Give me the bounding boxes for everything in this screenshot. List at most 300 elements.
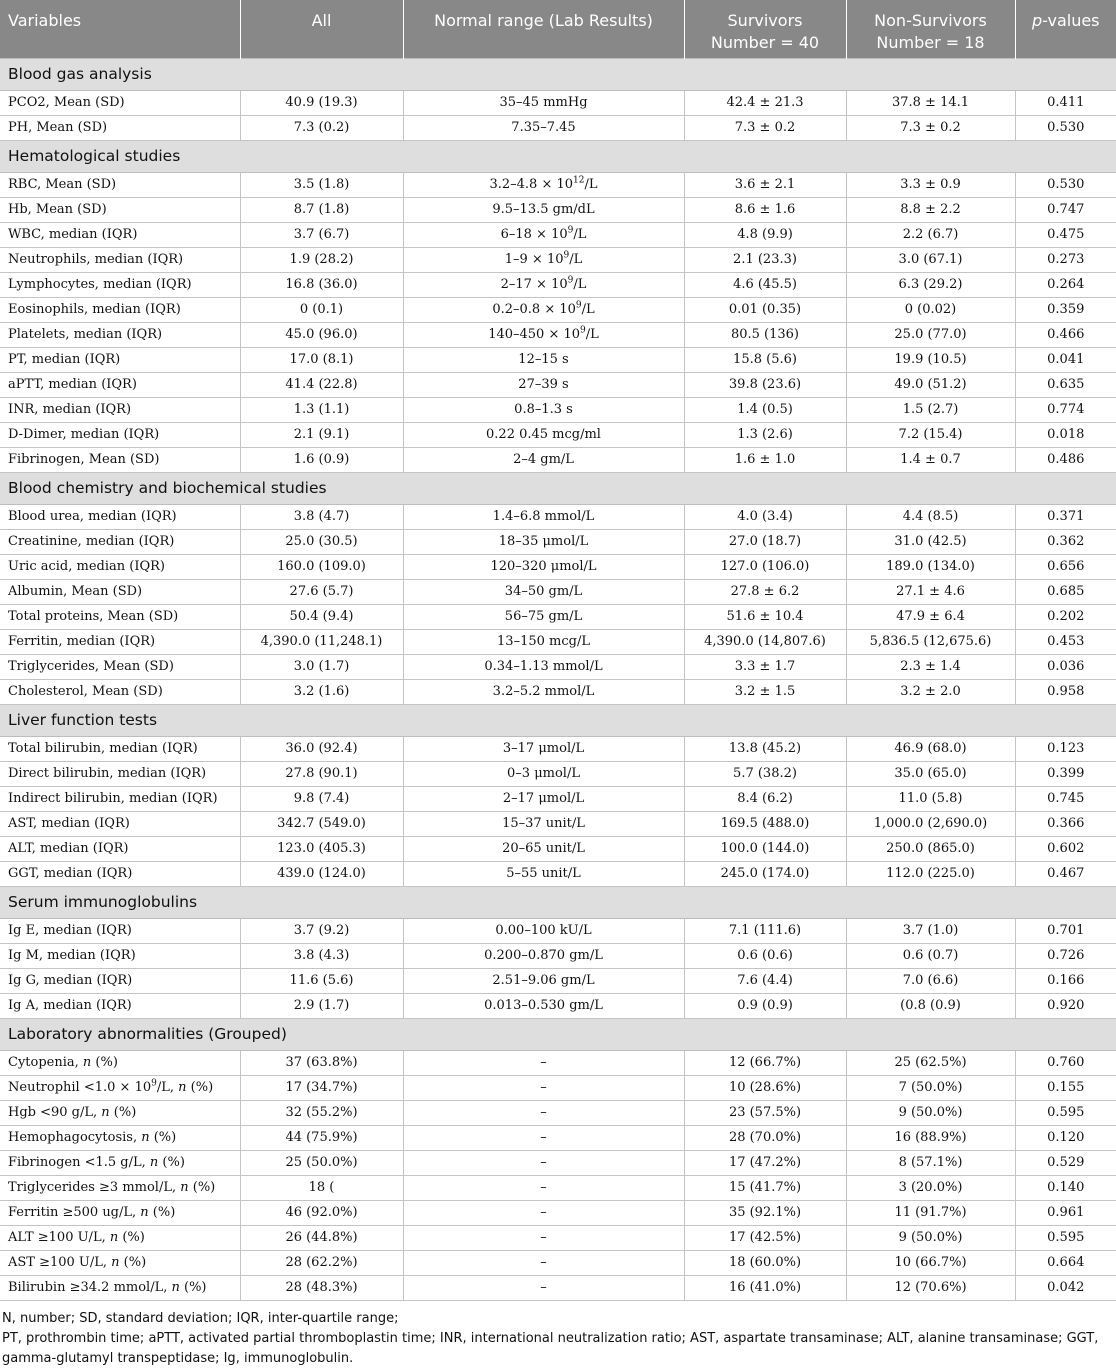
table-cell: 5,836.5 (12,675.6) <box>846 629 1015 654</box>
table-cell: 18 ( <box>240 1175 403 1200</box>
table-cell: 112.0 (225.0) <box>846 861 1015 886</box>
section-title: Blood chemistry and biochemical studies <box>0 472 1116 504</box>
table-cell: 1,000.0 (2,690.0) <box>846 811 1015 836</box>
table-cell: 120–320 μmol/L <box>403 554 684 579</box>
table-cell: 0.726 <box>1015 943 1116 968</box>
table-cell: 3.8 (4.7) <box>240 504 403 529</box>
table-cell: 0.530 <box>1015 115 1116 140</box>
table-cell: 0.701 <box>1015 918 1116 943</box>
section-title: Liver function tests <box>0 704 1116 736</box>
footnote-line: N, number; SD, standard deviation; IQR, inter-quartile range; <box>2 1310 399 1326</box>
table-cell: Total proteins, Mean (SD) <box>0 604 240 629</box>
table-cell: 0.774 <box>1015 397 1116 422</box>
table-cell: 0.22 0.45 mcg/ml <box>403 422 684 447</box>
table-cell: 2.3 ± 1.4 <box>846 654 1015 679</box>
table-row <box>0 811 1116 836</box>
table-cell: Triglycerides ≥3 mmol/L, n (%) <box>0 1175 240 1200</box>
table-cell: 3.3 ± 0.9 <box>846 172 1015 197</box>
table-cell: 8.7 (1.8) <box>240 197 403 222</box>
table-cell: 250.0 (865.0) <box>846 836 1015 861</box>
table-cell: $2-17 \times 10^9/L$ <box>403 272 684 297</box>
table-cell: 0.453 <box>1015 629 1116 654</box>
table-cell: 35.0 (65.0) <box>846 761 1015 786</box>
table-cell: 2.1 (9.1) <box>240 422 403 447</box>
table-cell: 0.595 <box>1015 1225 1116 1250</box>
table-row <box>0 529 1116 554</box>
table-cell: AST ≥100 U/L, n (%) <box>0 1250 240 1275</box>
table-cell: 3.7 (1.0) <box>846 918 1015 943</box>
table-cell: 8.8 ± 2.2 <box>846 197 1015 222</box>
table-row <box>0 836 1116 861</box>
table-cell: 28 (70.0%) <box>684 1125 846 1150</box>
table-cell: 0.760 <box>1015 1050 1116 1075</box>
table-cell: 3.7 (6.7) <box>240 222 403 247</box>
table-cell: – <box>403 1275 684 1300</box>
table-cell: 7.1 (111.6) <box>684 918 846 943</box>
table-cell: 0.041 <box>1015 347 1116 372</box>
table-cell: 1.6 ± 1.0 <box>684 447 846 472</box>
table-cell: 12–15 s <box>403 347 684 372</box>
table-cell: 49.0 (51.2) <box>846 372 1015 397</box>
column-header-2: Normal range (Lab Results) <box>403 0 684 58</box>
section-header-row <box>0 704 1116 736</box>
table-cell: ALT ≥100 U/L, n (%) <box>0 1225 240 1250</box>
table-cell: 13–150 mcg/L <box>403 629 684 654</box>
table-cell: 9 (50.0%) <box>846 1225 1015 1250</box>
table-cell: Ig A, median (IQR) <box>0 993 240 1018</box>
table-cell: 3.3 ± 1.7 <box>684 654 846 679</box>
table-cell: 1.5 (2.7) <box>846 397 1015 422</box>
table-cell: 50.4 (9.4) <box>240 604 403 629</box>
table-cell: 1.6 (0.9) <box>240 447 403 472</box>
table-cell: 1.4–6.8 mmol/L <box>403 504 684 529</box>
table-cell: Triglycerides, Mean (SD) <box>0 654 240 679</box>
table-cell: 0.6 (0.6) <box>684 943 846 968</box>
table-cell: 17 (34.7%) <box>240 1075 403 1100</box>
table-cell: 36.0 (92.4) <box>240 736 403 761</box>
table-cell: 160.0 (109.0) <box>240 554 403 579</box>
table-cell: 37 (63.8%) <box>240 1050 403 1075</box>
table-row <box>0 372 1116 397</box>
table-row <box>0 1200 1116 1225</box>
table-cell: 2.2 (6.7) <box>846 222 1015 247</box>
table-cell: 0.745 <box>1015 786 1116 811</box>
table-cell: $3.2-4.8 \times 10^{12}/L$ <box>403 172 684 197</box>
table-cell: 18–35 μmol/L <box>403 529 684 554</box>
table-cell: 3 (20.0%) <box>846 1175 1015 1200</box>
table-cell: 35–45 mmHg <box>403 90 684 115</box>
table-cell: 0.747 <box>1015 197 1116 222</box>
table-cell: Creatinine, median (IQR) <box>0 529 240 554</box>
table-cell: – <box>403 1100 684 1125</box>
table-row <box>0 322 1116 347</box>
table-cell: 3.2–5.2 mmol/L <box>403 679 684 704</box>
table-cell: – <box>403 1125 684 1150</box>
table-cell: 0.664 <box>1015 1250 1116 1275</box>
table-row <box>0 1100 1116 1125</box>
section-title: Laboratory abnormalities (Grouped) <box>0 1018 1116 1050</box>
table-cell: – <box>403 1200 684 1225</box>
table-cell: 11.6 (5.6) <box>240 968 403 993</box>
table-cell: 39.8 (23.6) <box>684 372 846 397</box>
table-cell: 0.273 <box>1015 247 1116 272</box>
table-cell: 7.2 (15.4) <box>846 422 1015 447</box>
table-cell: 0.00–100 kU/L <box>403 918 684 943</box>
table-cell: 439.0 (124.0) <box>240 861 403 886</box>
table-cell: Blood urea, median (IQR) <box>0 504 240 529</box>
table-cell: 0.475 <box>1015 222 1116 247</box>
table-cell: 0.123 <box>1015 736 1116 761</box>
header-row <box>0 0 1116 58</box>
table-cell: 27–39 s <box>403 372 684 397</box>
table-cell: 25.0 (77.0) <box>846 322 1015 347</box>
table-cell: ALT, median (IQR) <box>0 836 240 861</box>
table-row <box>0 761 1116 786</box>
table-cell: 0.264 <box>1015 272 1116 297</box>
table-cell: 3.2 ± 2.0 <box>846 679 1015 704</box>
table-row <box>0 347 1116 372</box>
table-cell: 0.166 <box>1015 968 1116 993</box>
table-cell: 1.9 (28.2) <box>240 247 403 272</box>
table-row <box>0 943 1116 968</box>
table-cell: 0 (0.02) <box>846 297 1015 322</box>
table-row <box>0 247 1116 272</box>
table-cell: AST, median (IQR) <box>0 811 240 836</box>
table-cell: Uric acid, median (IQR) <box>0 554 240 579</box>
table-cell: 6.3 (29.2) <box>846 272 1015 297</box>
table-cell: 11 (91.7%) <box>846 1200 1015 1225</box>
table-cell: 3.0 (67.1) <box>846 247 1015 272</box>
table-cell: 0–3 μmol/L <box>403 761 684 786</box>
table-cell: 46 (92.0%) <box>240 1200 403 1225</box>
table-cell: 0.602 <box>1015 836 1116 861</box>
table-cell: PCO2, Mean (SD) <box>0 90 240 115</box>
table-cell: 7 (50.0%) <box>846 1075 1015 1100</box>
table-cell: Indirect bilirubin, median (IQR) <box>0 786 240 811</box>
table-row <box>0 90 1116 115</box>
table-row <box>0 1225 1116 1250</box>
table-cell: Bilirubin ≥34.2 mmol/L, n (%) <box>0 1275 240 1300</box>
table-row <box>0 115 1116 140</box>
table-cell: 4.0 (3.4) <box>684 504 846 529</box>
table-cell: 3–17 μmol/L <box>403 736 684 761</box>
table-cell: 2.9 (1.7) <box>240 993 403 1018</box>
table-cell: $6-18 \times 10^9/L$ <box>403 222 684 247</box>
table-cell: 0.411 <box>1015 90 1116 115</box>
table-cell: 4.8 (9.9) <box>684 222 846 247</box>
table-cell: 7.35–7.45 <box>403 115 684 140</box>
table-cell: 25.0 (30.5) <box>240 529 403 554</box>
table-cell: Neutrophils, median (IQR) <box>0 247 240 272</box>
table-cell: – <box>403 1175 684 1200</box>
table-cell: 3.7 (9.2) <box>240 918 403 943</box>
footnote-line: PT, prothrombin time; aPTT, activated partial thromboplastin time; INR, international neutralization ratio; AST, aspartate transaminase; ALT, alanine transaminase; GGT, gamma-glutamyl transpeptidase; Ig, immunoglobulin. <box>2 1330 1099 1366</box>
table-cell: 7.3 ± 0.2 <box>684 115 846 140</box>
table-cell: 47.9 ± 6.4 <box>846 604 1015 629</box>
table-cell: 0.530 <box>1015 172 1116 197</box>
table-cell: Ig G, median (IQR) <box>0 968 240 993</box>
table-cell: 0.399 <box>1015 761 1116 786</box>
table-cell: 0.042 <box>1015 1275 1116 1300</box>
table-row <box>0 993 1116 1018</box>
table-cell: 25 (50.0%) <box>240 1150 403 1175</box>
section-title: Blood gas analysis <box>0 58 1116 90</box>
table-cell: 2.51–9.06 gm/L <box>403 968 684 993</box>
table-cell: 8.6 ± 1.6 <box>684 197 846 222</box>
table-cell: 37.8 ± 14.1 <box>846 90 1015 115</box>
table-cell: 31.0 (42.5) <box>846 529 1015 554</box>
table-cell: 0.961 <box>1015 1200 1116 1225</box>
table-cell: 0.685 <box>1015 579 1116 604</box>
table-cell: 7.0 (6.6) <box>846 968 1015 993</box>
table-row <box>0 197 1116 222</box>
table-row <box>0 222 1116 247</box>
table-cell: 0.34–1.13 mmol/L <box>403 654 684 679</box>
table-cell: 18 (60.0%) <box>684 1250 846 1275</box>
table-row <box>0 679 1116 704</box>
table-cell: PH, Mean (SD) <box>0 115 240 140</box>
table-cell: 27.8 ± 6.2 <box>684 579 846 604</box>
table-row <box>0 447 1116 472</box>
section-header-row <box>0 886 1116 918</box>
table-cell: 15–37 unit/L <box>403 811 684 836</box>
table-cell: Fibrinogen, Mean (SD) <box>0 447 240 472</box>
table-row <box>0 918 1116 943</box>
table-cell: 0 (0.1) <box>240 297 403 322</box>
table-cell: 3.0 (1.7) <box>240 654 403 679</box>
table-cell: 12 (70.6%) <box>846 1275 1015 1300</box>
table-cell: $0.2-0.8 \times 10^9/L$ <box>403 297 684 322</box>
table-row <box>0 579 1116 604</box>
table-cell: 41.4 (22.8) <box>240 372 403 397</box>
table-cell: 169.5 (488.0) <box>684 811 846 836</box>
table-cell: 0.635 <box>1015 372 1116 397</box>
table-row <box>0 297 1116 322</box>
table-cell: $1-9 \times 10^9/L$ <box>403 247 684 272</box>
section-title: Hematological studies <box>0 140 1116 172</box>
table-cell: 1.3 (2.6) <box>684 422 846 447</box>
table-footnotes <box>0 1301 1116 1369</box>
table-cell: 16 (88.9%) <box>846 1125 1015 1150</box>
table-cell: 9.5–13.5 gm/dL <box>403 197 684 222</box>
table-cell: RBC, Mean (SD) <box>0 172 240 197</box>
table-cell: 9.8 (7.4) <box>240 786 403 811</box>
table-cell: 4,390.0 (14,807.6) <box>684 629 846 654</box>
table-cell: 123.0 (405.3) <box>240 836 403 861</box>
table-row <box>0 604 1116 629</box>
table-cell: 0.486 <box>1015 447 1116 472</box>
table-row <box>0 654 1116 679</box>
column-header-3: Survivors Number = 40 <box>684 0 846 58</box>
table-cell: 15 (41.7%) <box>684 1175 846 1200</box>
table-cell: Neutrophil $<1.0 \times 10^9/L$, n (%) <box>0 1075 240 1100</box>
table-cell: Ig E, median (IQR) <box>0 918 240 943</box>
table-cell: 8 (57.1%) <box>846 1150 1015 1175</box>
table-cell: 0.013–0.530 gm/L <box>403 993 684 1018</box>
table-cell: – <box>403 1225 684 1250</box>
table-cell: Cytopenia, n (%) <box>0 1050 240 1075</box>
table-cell: 19.9 (10.5) <box>846 347 1015 372</box>
table-cell: 0.9 (0.9) <box>684 993 846 1018</box>
column-header-4: Non-Survivors Number = 18 <box>846 0 1015 58</box>
table-cell: – <box>403 1150 684 1175</box>
table-cell: 2.1 (23.3) <box>684 247 846 272</box>
table-cell: 3.2 ± 1.5 <box>684 679 846 704</box>
column-header-5: p-values <box>1015 0 1116 58</box>
table-cell: 56–75 gm/L <box>403 604 684 629</box>
table-cell: Ferritin ≥500 ug/L, n (%) <box>0 1200 240 1225</box>
table-cell: 2–4 gm/L <box>403 447 684 472</box>
table-cell: 1.3 (1.1) <box>240 397 403 422</box>
table-cell: Ig M, median (IQR) <box>0 943 240 968</box>
table-cell: – <box>403 1250 684 1275</box>
table-cell: aPTT, median (IQR) <box>0 372 240 397</box>
section-header-row <box>0 140 1116 172</box>
table-row <box>0 1275 1116 1300</box>
table-cell: 0.036 <box>1015 654 1116 679</box>
table-row <box>0 1050 1116 1075</box>
table-cell: 26 (44.8%) <box>240 1225 403 1250</box>
table-header <box>0 0 1116 58</box>
table-cell: Hgb <90 g/L, n (%) <box>0 1100 240 1125</box>
table-cell: 28 (48.3%) <box>240 1275 403 1300</box>
table-cell: 28 (62.2%) <box>240 1250 403 1275</box>
table-cell: 17.0 (8.1) <box>240 347 403 372</box>
table-cell: 0.359 <box>1015 297 1116 322</box>
section-header-row <box>0 58 1116 90</box>
table-cell: 35 (92.1%) <box>684 1200 846 1225</box>
table-body <box>0 58 1116 1300</box>
table-cell: 16.8 (36.0) <box>240 272 403 297</box>
table-cell: 0.371 <box>1015 504 1116 529</box>
table-row <box>0 786 1116 811</box>
table-row <box>0 422 1116 447</box>
table-cell: Cholesterol, Mean (SD) <box>0 679 240 704</box>
table-cell: 342.7 (549.0) <box>240 811 403 836</box>
table-cell: 100.0 (144.0) <box>684 836 846 861</box>
table-cell: Eosinophils, median (IQR) <box>0 297 240 322</box>
table-cell: 1.4 ± 0.7 <box>846 447 1015 472</box>
table-cell: 51.6 ± 10.4 <box>684 604 846 629</box>
table-cell: 23 (57.5%) <box>684 1100 846 1125</box>
table-cell: 40.9 (19.3) <box>240 90 403 115</box>
table-cell: $140-450 \times 10^9/L$ <box>403 322 684 347</box>
table-cell: Hb, Mean (SD) <box>0 197 240 222</box>
table-row <box>0 861 1116 886</box>
table-cell: 8.4 (6.2) <box>684 786 846 811</box>
table-row <box>0 172 1116 197</box>
table-cell: 16 (41.0%) <box>684 1275 846 1300</box>
table-cell: 34–50 gm/L <box>403 579 684 604</box>
table-cell: 44 (75.9%) <box>240 1125 403 1150</box>
table-cell: 127.0 (106.0) <box>684 554 846 579</box>
table-cell: Total bilirubin, median (IQR) <box>0 736 240 761</box>
table-cell: 0.366 <box>1015 811 1116 836</box>
table-cell: Direct bilirubin, median (IQR) <box>0 761 240 786</box>
table-cell: 7.3 ± 0.2 <box>846 115 1015 140</box>
table-cell: 0.200–0.870 gm/L <box>403 943 684 968</box>
table-cell: Albumin, Mean (SD) <box>0 579 240 604</box>
table-row <box>0 629 1116 654</box>
table-cell: 17 (42.5%) <box>684 1225 846 1250</box>
table-row <box>0 272 1116 297</box>
table-cell: 27.8 (90.1) <box>240 761 403 786</box>
table-cell: (0.8 (0.9) <box>846 993 1015 1018</box>
table-cell: Lymphocytes, median (IQR) <box>0 272 240 297</box>
table-cell: Ferritin, median (IQR) <box>0 629 240 654</box>
table-cell: 3.8 (4.3) <box>240 943 403 968</box>
table-cell: 27.0 (18.7) <box>684 529 846 554</box>
table-cell: 5.7 (38.2) <box>684 761 846 786</box>
column-header-0: Variables <box>0 0 240 58</box>
table-cell: 0.467 <box>1015 861 1116 886</box>
section-header-row <box>0 1018 1116 1050</box>
table-cell: 0.120 <box>1015 1125 1116 1150</box>
table-cell: 7.6 (4.4) <box>684 968 846 993</box>
table-cell: 4,390.0 (11,248.1) <box>240 629 403 654</box>
table-cell: 3.6 ± 2.1 <box>684 172 846 197</box>
table-cell: 1.4 (0.5) <box>684 397 846 422</box>
table-cell: 0.6 (0.7) <box>846 943 1015 968</box>
table-cell: PT, median (IQR) <box>0 347 240 372</box>
table-row <box>0 1075 1116 1100</box>
table-row <box>0 397 1116 422</box>
table-cell: 3.2 (1.6) <box>240 679 403 704</box>
table-cell: 46.9 (68.0) <box>846 736 1015 761</box>
table-cell: 0.595 <box>1015 1100 1116 1125</box>
table-row <box>0 504 1116 529</box>
table-cell: 9 (50.0%) <box>846 1100 1015 1125</box>
table-cell: 0.656 <box>1015 554 1116 579</box>
table-cell: 27.1 ± 4.6 <box>846 579 1015 604</box>
table-cell: D-Dimer, median (IQR) <box>0 422 240 447</box>
table-cell: 0.202 <box>1015 604 1116 629</box>
table-row <box>0 554 1116 579</box>
table-cell: 27.6 (5.7) <box>240 579 403 604</box>
table-row <box>0 736 1116 761</box>
table-cell: 0.018 <box>1015 422 1116 447</box>
table-cell: 5–55 unit/L <box>403 861 684 886</box>
table-cell: 0.362 <box>1015 529 1116 554</box>
table-cell: 245.0 (174.0) <box>684 861 846 886</box>
table-cell: 0.920 <box>1015 993 1116 1018</box>
table-cell: 32 (55.2%) <box>240 1100 403 1125</box>
table-row <box>0 1125 1116 1150</box>
table-cell: – <box>403 1075 684 1100</box>
table-row <box>0 1175 1116 1200</box>
table-cell: 4.6 (45.5) <box>684 272 846 297</box>
table-cell: 0.958 <box>1015 679 1116 704</box>
table-cell: 189.0 (134.0) <box>846 554 1015 579</box>
table-row <box>0 968 1116 993</box>
table-cell: 25 (62.5%) <box>846 1050 1015 1075</box>
table-cell: 12 (66.7%) <box>684 1050 846 1075</box>
table-cell: 2–17 μmol/L <box>403 786 684 811</box>
table-cell: Platelets, median (IQR) <box>0 322 240 347</box>
table-cell: 13.8 (45.2) <box>684 736 846 761</box>
table-cell: 80.5 (136) <box>684 322 846 347</box>
table-cell: 0.155 <box>1015 1075 1116 1100</box>
table-cell: Fibrinogen <1.5 g/L, n (%) <box>0 1150 240 1175</box>
table-cell: 17 (47.2%) <box>684 1150 846 1175</box>
section-title: Serum immunoglobulins <box>0 886 1116 918</box>
table-cell: GGT, median (IQR) <box>0 861 240 886</box>
table-cell: INR, median (IQR) <box>0 397 240 422</box>
table-cell: 10 (66.7%) <box>846 1250 1015 1275</box>
table-cell: 42.4 ± 21.3 <box>684 90 846 115</box>
table-cell: 45.0 (96.0) <box>240 322 403 347</box>
table-cell: 3.5 (1.8) <box>240 172 403 197</box>
